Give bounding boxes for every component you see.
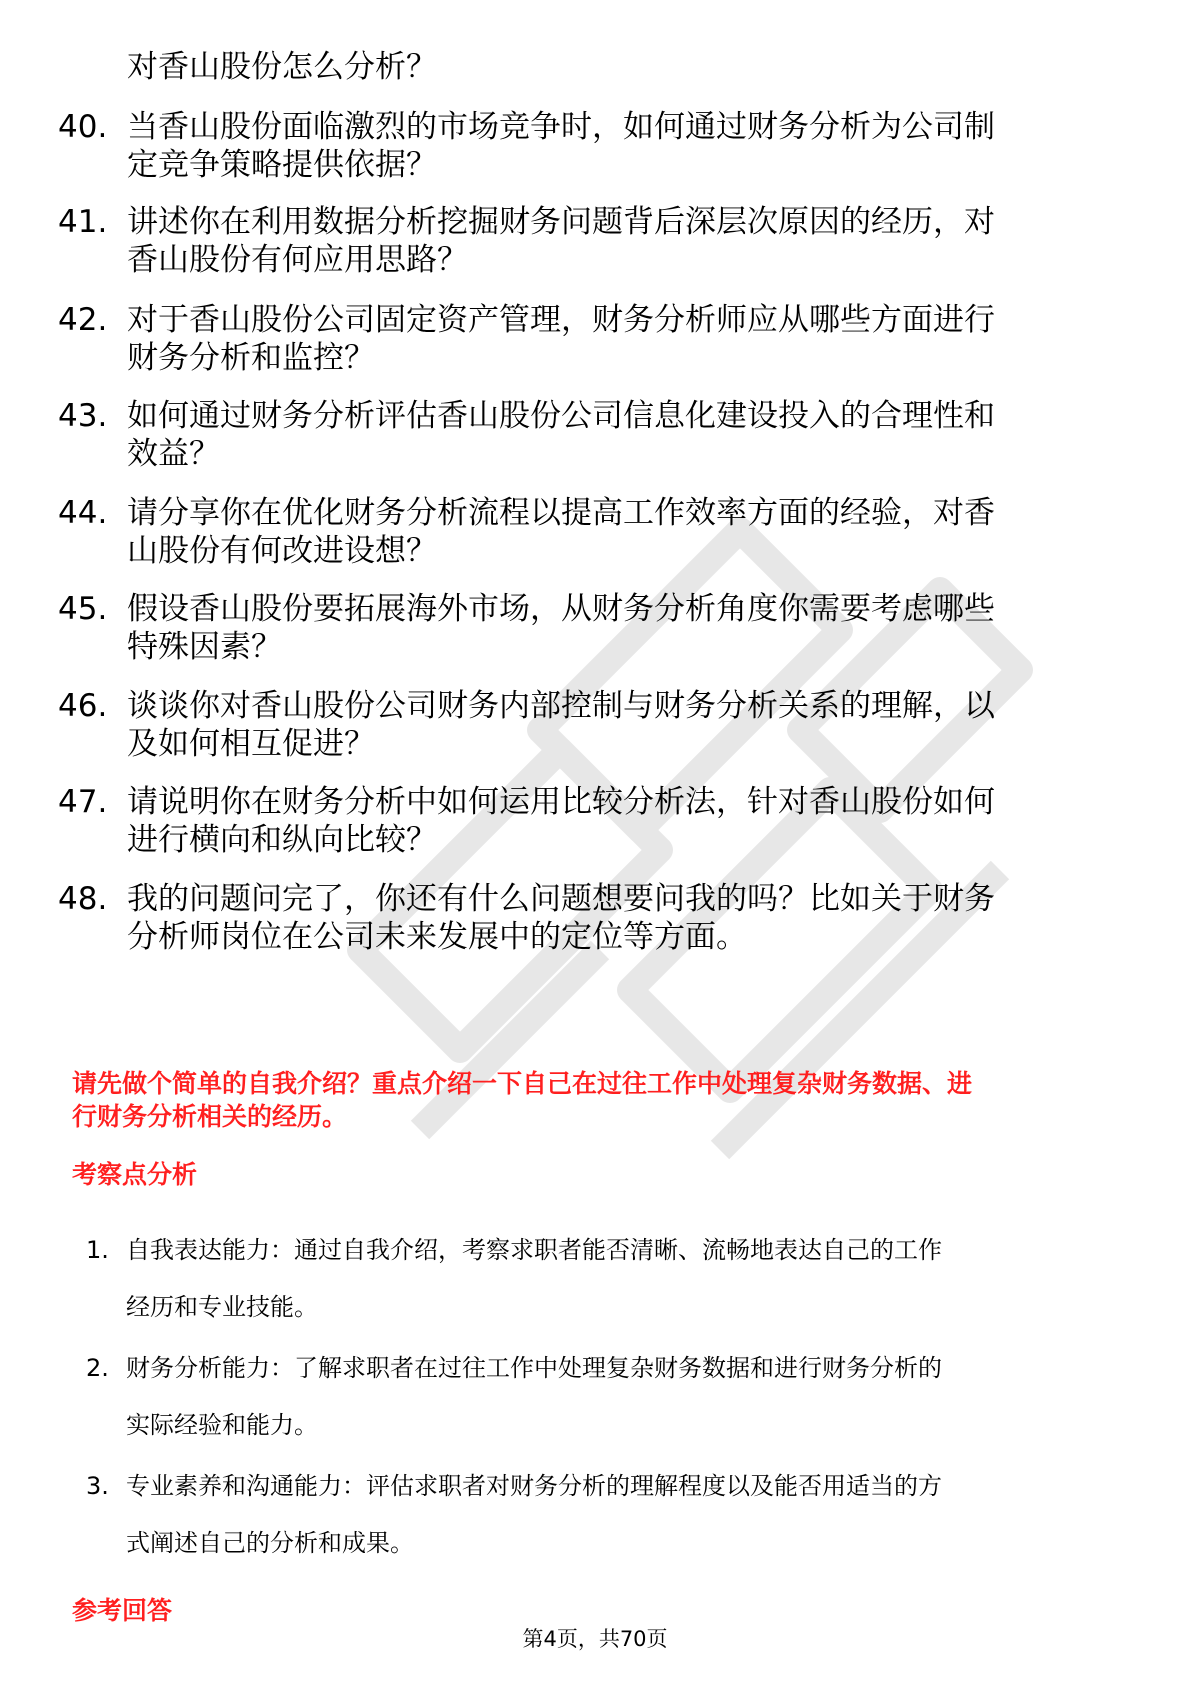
question-46-line-2: 及如何相互促进？ [127,726,375,762]
question-39-line-2: 对香山股份怎么分析？ [127,49,437,85]
highlight-question-line-2: 行财务分析相关的经历。 [72,1102,348,1131]
highlight-question-line-1: 请先做个简单的自我介绍？重点介绍一下自己在过往工作中处理复杂财务数据、进 [72,1069,973,1098]
analysis-point-3-number: 3. [86,1472,109,1500]
analysis-point-2-line-1: 财务分析能力：了解求职者在过往工作中处理复杂财务数据和进行财务分析的 [126,1354,942,1382]
question-44-line-2: 山股份有何改进设想？ [127,533,437,569]
question-42-line-1: 对于香山股份公司固定资产管理，财务分析师应从哪些方面进行 [127,302,995,338]
question-47-number: 47. [58,784,108,820]
question-48-number: 48. [58,881,108,917]
question-45-number: 45. [58,591,108,627]
question-47-line-1: 请说明你在财务分析中如何运用比较分析法，针对香山股份如何 [127,784,995,820]
analysis-point-3-line-1: 专业素养和沟通能力：评估求职者对财务分析的理解程度以及能否用适当的方 [126,1472,942,1500]
question-48-line-2: 分析师岗位在公司未来发展中的定位等方面。 [127,919,747,955]
question-41-line-1: 讲述你在利用数据分析挖掘财务问题背后深层次原因的经历，对 [127,204,995,240]
question-40-number: 40. [58,109,108,145]
page-number-footer: 第4页，共70页 [522,1627,668,1651]
question-40-line-1: 当香山股份面临激烈的市场竞争时，如何通过财务分析为公司制 [127,109,995,145]
question-45-line-1: 假设香山股份要拓展海外市场，从财务分析角度你需要考虑哪些 [127,591,995,627]
question-45-line-2: 特殊因素？ [127,629,282,665]
analysis-point-1-line-1: 自我表达能力：通过自我介绍，考察求职者能否清晰、流畅地表达自己的工作 [126,1236,942,1264]
question-42-number: 42. [58,302,108,338]
question-47-line-2: 进行横向和纵向比较？ [127,822,437,858]
question-48-line-1: 我的问题问完了，你还有什么问题想要问我的吗？比如关于财务 [127,881,995,917]
analysis-point-2-line-2: 实际经验和能力。 [126,1411,318,1439]
analysis-point-2-number: 2. [86,1354,109,1382]
question-42-line-2: 财务分析和监控？ [127,340,375,376]
question-43-number: 43. [58,398,108,434]
analysis-point-1-line-2: 经历和专业技能。 [126,1293,318,1321]
question-41-line-2: 香山股份有何应用思路？ [127,242,468,278]
question-44-line-1: 请分享你在优化财务分析流程以提高工作效率方面的经验，对香 [127,495,995,531]
question-40-line-2: 定竞争策略提供依据？ [127,147,437,183]
analysis-section-title: 考察点分析 [72,1160,198,1189]
question-41-number: 41. [58,204,108,240]
analysis-point-3-line-2: 式阐述自己的分析和成果。 [126,1529,414,1557]
reference-section-title: 参考回答 [72,1596,173,1625]
question-43-line-2: 效益？ [127,436,220,472]
analysis-point-1-number: 1. [86,1236,109,1264]
question-44-number: 44. [58,495,108,531]
question-46-number: 46. [58,688,108,724]
question-43-line-1: 如何通过财务分析评估香山股份公司信息化建设投入的合理性和 [127,398,995,434]
question-46-line-1: 谈谈你对香山股份公司财务内部控制与财务分析关系的理解，以 [127,688,995,724]
